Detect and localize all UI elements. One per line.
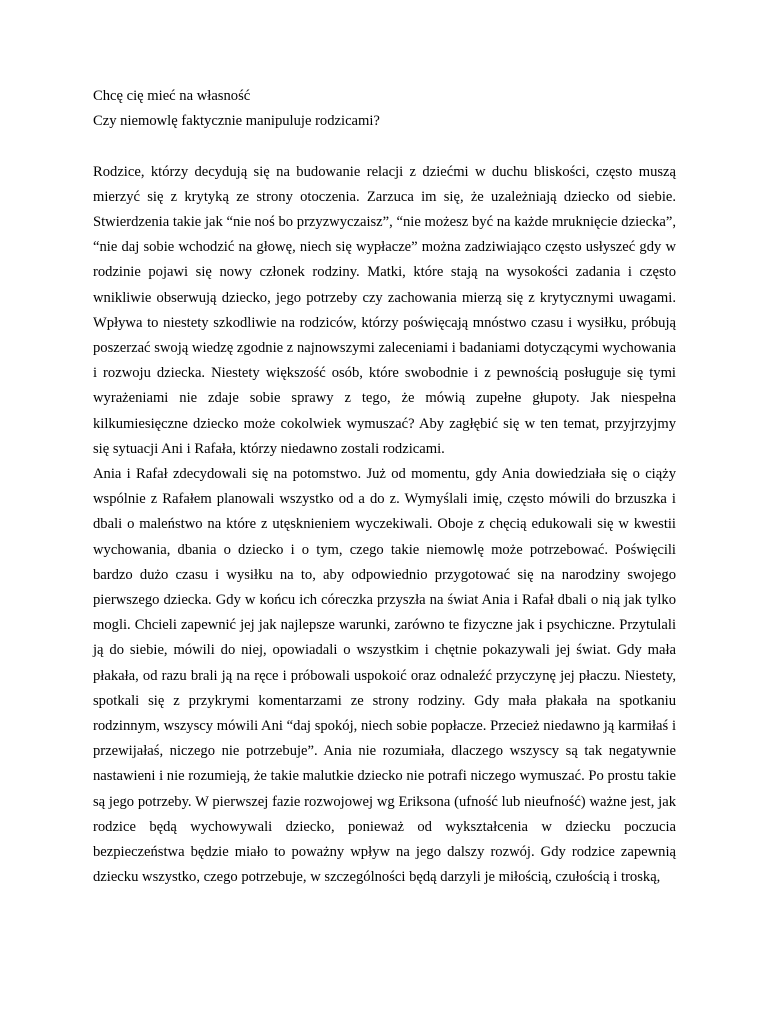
paragraph-1: Rodzice, którzy decydują się na budowanie relacji z dziećmi w duchu bliskości, często muszą mierzyć się z krytyką ze strony otoczenia. Zarzuca im się, że uzależniają dziecko od siebie. Stwierdzenia takie jak “nie noś bo przyzwyczaisz”, “nie możesz być na każde mruknięcie dziecka”, “nie daj sobie wchodzić na głowę, niech się wypłacze” można zadziwiająco często usłyszeć gdy w rodzinie pojawi się nowy członek rodziny. Matki, które stają na wysokości zadania i często wnikliwie obserwują dziecko, jego potrzeby czy zachowania mierzą się z krytycznymi uwagami. Wpływa to niestety szkodliwie na rodziców, którzy poświęcają mnóstwo czasu i wysiłku, próbują poszerzać swoją wiedzę zgodnie z najnowszymi zaleceniami i badaniami dotyczącymi wychowania i rozwoju dziecka. Niestety większość osób, które swobodnie i z pewnością posługuje się tymi wyrażeniami nie zdaje sobie sprawy z tego, że mówią zupełne głupoty. Jak niespełna kilkumiesięczne dziecko może cokolwiek wymuszać? Aby zagłębić się w ten temat, przyjrzyjmy się sytuacji Ani i Rafała, którzy niedawno zostali rodzicami. bbox=[93, 163, 676, 457]
paragraph-2: Ania i Rafał zdecydowali się na potomstwo. Już od momentu, gdy Ania dowiedziała się o ciąży wspólnie z Rafałem planowali wszystko od a do z. Wymyślali imię, często mówili do brzuszka i dbali o maleństwo na które z utęsknieniem wyczekiwali. Oboje z chęcią edukowali się w kwestii wychowania, dbania o dziecko i o tym, czego takie niemowlę może potrzebować. Poświęcili bardzo dużo czasu i wysiłku na to, aby odpowiednio przygotować się na narodziny swojego pierwszego dziecka. Gdy w końcu ich córeczka przyszła na świat Ania i Rafał dbali o nią jak tylko mogli. Chcieli zapewnić jej jak najlepsze warunki, zarówno te fizyczne jak i psychiczne. Przytulali ją do siebie, mówili do niej, opowiadali o wszystkim i chętnie pokazywali jej świat. Gdy mała płakała, od razu brali ją na ręce i próbowali uspokoić oraz odnaleźć przyczynę jej płaczu. Niestety, spotkali się z przykrymi komentarzami ze strony rodziny. Gdy mała płakała na spotkaniu rodzinnym, wszyscy mówili Ani “daj spokój, niech sobie popłacze. Przecież niedawno ją karmiłaś i przewijałaś, niczego nie potrzebuje”. Ania nie rozumiała, dlaczego wszyscy są tak negatywnie nastawieni i nie rozumieją, że takie malutkie dziecko nie potrafi niczego wymuszać. Po prostu takie są jego potrzeby. W pierwszej fazie rozwojowej wg Eriksona (ufność lub nieufność) ważne jest, jak rodzice będą wychowywali dziecko, ponieważ od wykształcenia w dziecku poczucia bezpieczeństwa będzie miało to poważny wpływ na jego dalszy rozwój. Gdy rodzice zapewnią dziecku wszystko, czego potrzebuje, w szczególności będą darzyli je miłością, czułością i troską, bbox=[93, 466, 676, 886]
document-title: Chcę cię mieć na własność bbox=[93, 88, 251, 104]
document-body bbox=[93, 84, 676, 890]
document-subtitle: Czy niemowlę faktycznie manipuluje rodzicami? bbox=[93, 113, 380, 130]
blank-line bbox=[93, 134, 676, 159]
